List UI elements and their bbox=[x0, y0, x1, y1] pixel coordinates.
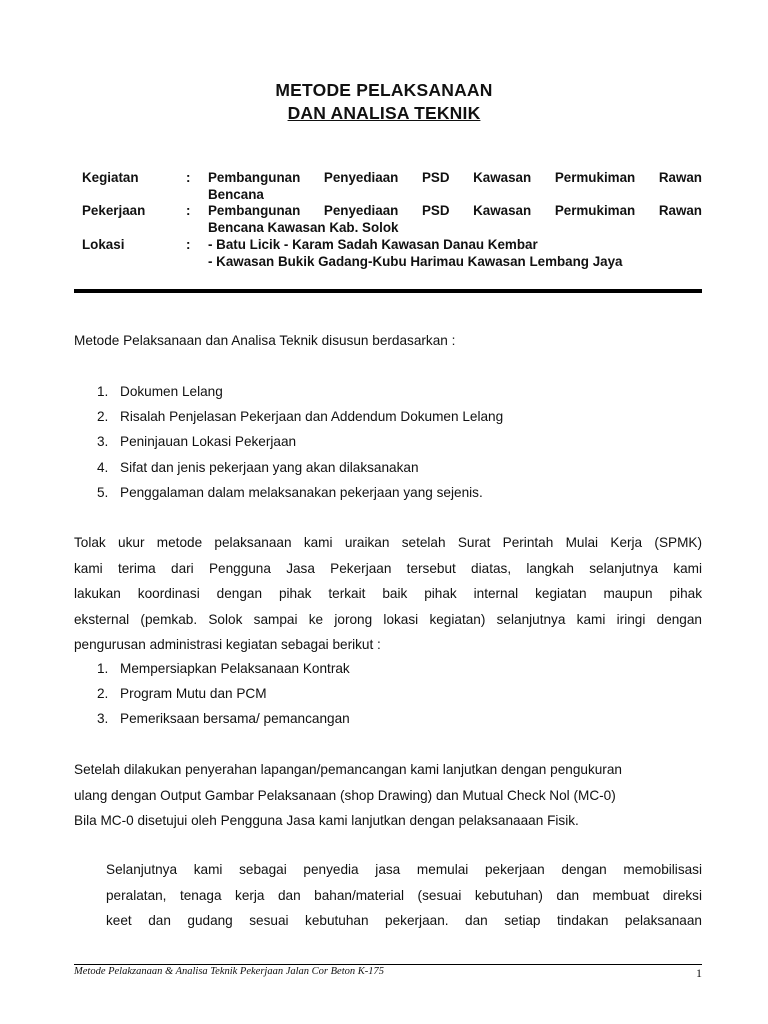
meta-lokasi bbox=[82, 237, 702, 270]
footer-divider bbox=[74, 964, 702, 965]
meta-label: Pekerjaan bbox=[82, 203, 146, 218]
paragraph-line: pengurusan administrasi kegiatan sebagai berikut : bbox=[74, 637, 381, 652]
meta-value-line: Bencana bbox=[208, 186, 264, 202]
list-number: 2. bbox=[97, 686, 109, 702]
intro-paragraph bbox=[74, 328, 702, 354]
paragraph-line: ulang dengan Output Gambar Pelaksanaan (shop Drawing) dan Mutual Check Nol (MC-0) bbox=[74, 787, 616, 803]
list-number: 2. bbox=[97, 409, 109, 425]
list-item bbox=[97, 429, 503, 454]
basis-list bbox=[97, 379, 503, 505]
list-item bbox=[97, 656, 350, 681]
meta-kegiatan bbox=[82, 170, 702, 203]
paragraph-line: peralatan, tenaga kerja dan bahan/material (sesuai kebutuhan) dan membuat direksi bbox=[106, 887, 702, 903]
list-item bbox=[97, 480, 503, 505]
page-number: 1 bbox=[696, 966, 702, 980]
list-text: Penggalaman dalam melaksanakan pekerjaan yang sejenis. bbox=[120, 484, 483, 500]
list-text: Sifat dan jenis pekerjaan yang akan dilaksanakan bbox=[120, 459, 419, 475]
list-item bbox=[97, 455, 503, 480]
list-item bbox=[97, 379, 503, 404]
paragraph-line: eksternal (pemkab. Solok sampai ke jorong lokasi kegiatan) selanjutnya kami iringi dengan bbox=[74, 611, 702, 627]
meta-colon: : bbox=[186, 170, 191, 185]
meta-value-line: Pembangunan Penyediaan PSD Kawasan Permukiman Rawan bbox=[208, 170, 702, 185]
meta-value-line: - Batu Licik - Karam Sadah Kawasan Danau Kembar bbox=[208, 237, 538, 252]
header-divider bbox=[74, 289, 702, 293]
meta-label: Kegiatan bbox=[82, 170, 139, 185]
document-subtitle: DAN ANALISA TEKNIK bbox=[287, 103, 481, 123]
meta-value-line: Bencana Kawasan Kab. Solok bbox=[208, 219, 399, 235]
meta-value-line: - Kawasan Bukik Gadang-Kubu Harimau Kawasan Lembang Jaya bbox=[208, 253, 623, 269]
list-item bbox=[97, 681, 350, 706]
paragraph-line: kami terima dari Pengguna Jasa Pekerjaan tersebut diatas, langkah selanjutnya kami bbox=[74, 560, 702, 576]
paragraph-line: Selanjutnya kami sebagai penyedia jasa memulai pekerjaan dengan memobilisasi bbox=[106, 862, 702, 877]
footer-text: Metode Pelakzanaan & Analisa Teknik Pekerjaan Jalan Cor Beton K-175 bbox=[74, 966, 384, 977]
paragraph-line: keet dan gudang sesuai kebutuhan pekerjaan. dan setiap tindakan pelaksanaan bbox=[106, 913, 702, 928]
list-number: 4. bbox=[97, 459, 109, 475]
paragraph-line: Tolak ukur metode pelaksanaan kami uraikan setelah Surat Perintah Mulai Kerja (SPMK) bbox=[74, 535, 702, 550]
paragraph-line: Setelah dilakukan penyerahan lapangan/pemancangan kami lanjutkan dengan pengukuran bbox=[74, 762, 622, 777]
list-item bbox=[97, 706, 350, 731]
list-number: 1. bbox=[97, 384, 109, 399]
list-text: Mempersiapkan Pelaksanaan Kontrak bbox=[120, 661, 350, 676]
mobilization-paragraph bbox=[106, 857, 702, 934]
meta-label: Lokasi bbox=[82, 237, 125, 252]
document-title: METODE PELAKSANAAN bbox=[275, 80, 493, 100]
paragraph-line: lakukan koordinasi dengan pihak terkait baik pihak internal kegiatan maupun pihak bbox=[74, 586, 702, 601]
list-number: 3. bbox=[97, 711, 109, 727]
list-text: Peninjauan Lokasi Pekerjaan bbox=[120, 434, 297, 450]
meta-colon: : bbox=[186, 237, 191, 252]
list-number: 1. bbox=[97, 661, 109, 676]
meta-pekerjaan bbox=[82, 203, 702, 236]
mc0-paragraph bbox=[74, 757, 702, 834]
list-text: Risalah Penjelasan Pekerjaan dan Addendum Dokumen Lelang bbox=[120, 409, 504, 425]
admin-list bbox=[97, 656, 350, 732]
list-number: 5. bbox=[97, 484, 109, 500]
meta-colon: : bbox=[186, 203, 191, 218]
list-text: Pemeriksaan bersama/ pemancangan bbox=[120, 711, 350, 727]
list-text: Dokumen Lelang bbox=[120, 384, 223, 399]
spmk-paragraph bbox=[74, 530, 702, 658]
paragraph-line: Bila MC-0 disetujui oleh Pengguna Jasa kami lanjutkan dengan pelaksanaaan Fisik. bbox=[74, 813, 579, 828]
meta-value-line: Pembangunan Penyediaan PSD Kawasan Permukiman Rawan bbox=[208, 203, 702, 218]
list-number: 3. bbox=[97, 434, 109, 450]
list-item bbox=[97, 404, 503, 429]
paragraph-line: Metode Pelaksanaan dan Analisa Teknik disusun berdasarkan : bbox=[74, 333, 456, 348]
list-text: Program Mutu dan PCM bbox=[120, 686, 267, 702]
